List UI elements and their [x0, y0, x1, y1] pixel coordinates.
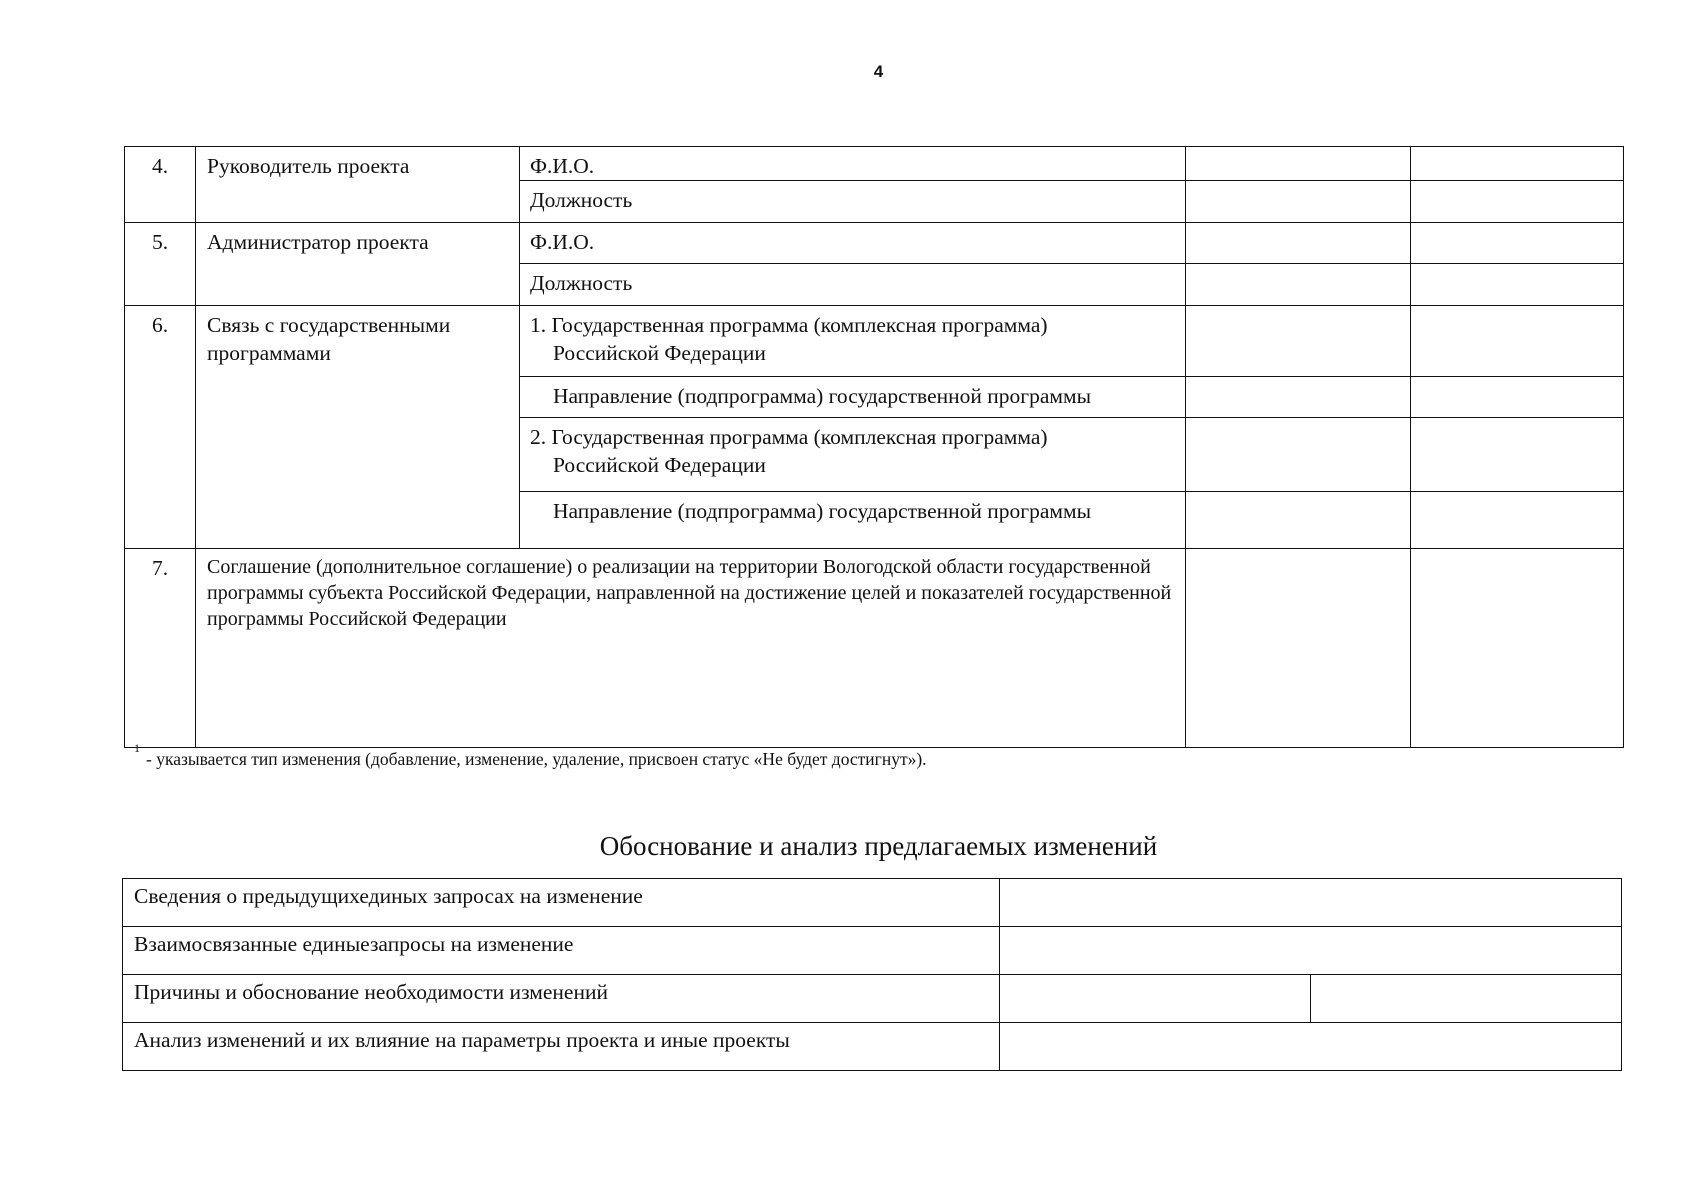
value-cell — [1000, 927, 1622, 975]
project-details-table — [124, 146, 1624, 748]
row-label: Соглашение (дополнительное соглашение) о реализации на территории Вологодской области государственной программы субъекта Российской Федерации, направленной на достижение целей и показателей государственной программы Российской Федерации — [196, 549, 1186, 748]
attribute-cell — [520, 418, 1186, 492]
value-cell — [1411, 264, 1624, 306]
row-label: Связь с государственными программами — [196, 306, 520, 549]
table-row — [125, 306, 1624, 377]
program-line: 2. Государственная программа (комплексная программа) — [530, 425, 1048, 449]
value-subcell — [1000, 975, 1311, 1022]
row-label: Причины и обоснование необходимости изменений — [123, 975, 1000, 1023]
program-line: Направление (подпрограмма) государственной программы — [553, 499, 1092, 523]
row-number: 6. — [125, 306, 196, 549]
footnote-text: - указывается тип изменения (добавление, изменение, удаление, присвоен статус «Не будет достигнут»). — [146, 748, 927, 769]
table-row — [123, 927, 1622, 975]
value-cell — [1186, 147, 1411, 181]
value-cell — [1186, 549, 1411, 748]
program-line: Российской Федерации — [553, 341, 766, 365]
attribute-cell: Ф.И.О. — [520, 223, 1186, 264]
value-cell — [1186, 181, 1411, 223]
value-cell — [1186, 418, 1411, 492]
row-number: 7. — [125, 549, 196, 748]
program-line: Направление (подпрограмма) государственной программы — [553, 384, 1092, 408]
table-row — [123, 879, 1622, 927]
row-label: Администратор проекта — [196, 223, 520, 306]
justification-table — [122, 878, 1622, 1071]
value-cell — [1000, 975, 1622, 1023]
split-value-cell — [1000, 975, 1621, 1022]
attribute-cell — [520, 377, 1186, 418]
row-label: Руководитель проекта — [196, 147, 520, 223]
value-cell — [1411, 418, 1624, 492]
row-label: Взаимосвязанные единыезапросы на изменение — [123, 927, 1000, 975]
page-number: 4 — [873, 62, 884, 81]
row-label: Анализ изменений и их влияние на параметры проекта и иные проекты — [123, 1023, 1000, 1071]
value-cell — [1186, 492, 1411, 549]
value-cell — [1186, 223, 1411, 264]
table-row — [123, 1023, 1622, 1071]
attribute-cell: Должность — [520, 264, 1186, 306]
program-line: 1. Государственная программа (комплексная программа) — [530, 313, 1048, 337]
value-cell — [1411, 492, 1624, 549]
value-cell — [1186, 264, 1411, 306]
value-cell — [1186, 306, 1411, 377]
attribute-cell: Ф.И.О. — [520, 147, 1186, 181]
section-title: Обоснование и анализ предлагаемых изменений — [599, 831, 1158, 861]
footnote-marker: 1 — [134, 741, 140, 755]
attribute-cell — [520, 492, 1186, 549]
attribute-cell — [520, 306, 1186, 377]
footnote — [134, 741, 927, 770]
table-row — [125, 147, 1624, 181]
table-row — [123, 975, 1622, 1023]
program-line: Российской Федерации — [553, 453, 766, 477]
value-cell — [1186, 377, 1411, 418]
value-cell — [1000, 879, 1622, 927]
row-number: 5. — [125, 223, 196, 306]
value-cell — [1000, 1023, 1622, 1071]
value-cell — [1411, 223, 1624, 264]
value-cell — [1411, 147, 1624, 181]
value-cell — [1411, 306, 1624, 377]
value-subcell — [1311, 975, 1621, 1022]
value-cell — [1411, 377, 1624, 418]
row-label: Сведения о предыдущихединых запросах на изменение — [123, 879, 1000, 927]
attribute-cell: Должность — [520, 181, 1186, 223]
value-cell — [1411, 181, 1624, 223]
table-row — [125, 549, 1624, 748]
table-row — [125, 223, 1624, 264]
value-cell — [1411, 549, 1624, 748]
row-number: 4. — [125, 147, 196, 223]
